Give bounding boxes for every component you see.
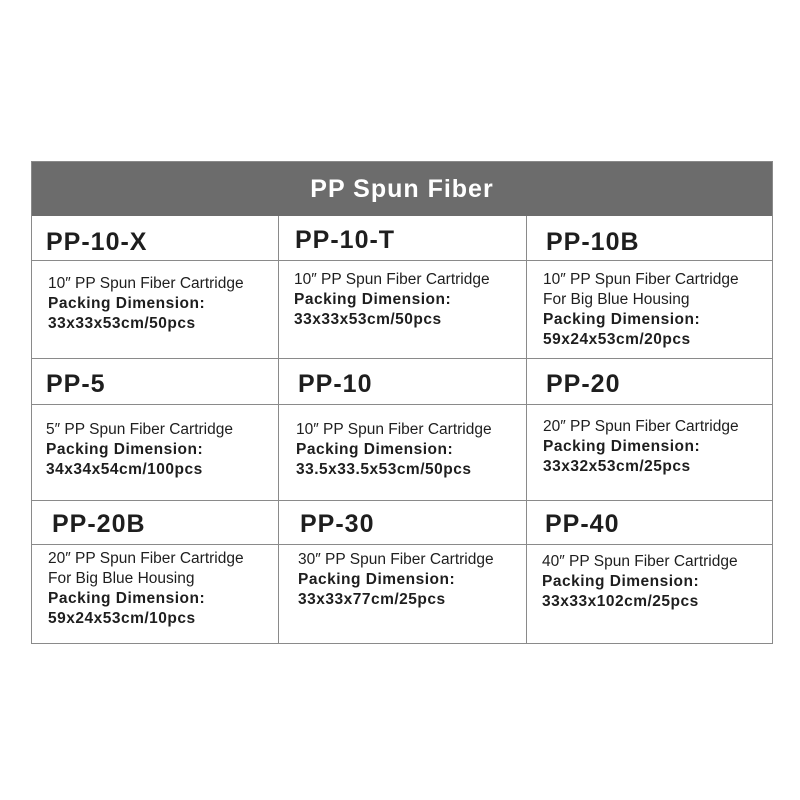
packing-label: Packing Dimension:: [296, 441, 454, 458]
packing-dimension: 59x24x53cm/10pcs: [48, 610, 196, 627]
product-table: [31, 161, 773, 644]
product-description: [46, 420, 233, 480]
product-code: PP-30: [300, 510, 375, 538]
product-description: [543, 417, 739, 477]
packing-label: Packing Dimension:: [294, 291, 452, 308]
packing-dimension: 33x33x53cm/50pcs: [48, 315, 196, 332]
row-divider: [32, 500, 772, 501]
description-line: 10″ PP Spun Fiber Cartridge: [48, 275, 244, 292]
description-line: 30″ PP Spun Fiber Cartridge: [298, 551, 494, 568]
packing-dimension: 33x33x77cm/25pcs: [298, 591, 446, 608]
description-line: For Big Blue Housing: [48, 570, 195, 587]
row-divider: [32, 404, 772, 405]
packing-dimension: 34x34x54cm/100pcs: [46, 461, 203, 478]
product-code: PP-20: [546, 370, 621, 398]
product-code: PP-40: [545, 510, 620, 538]
product-description: [542, 552, 738, 612]
product-description: [296, 420, 492, 480]
description-line: 20″ PP Spun Fiber Cartridge: [543, 418, 739, 435]
description-line: 10″ PP Spun Fiber Cartridge: [294, 271, 490, 288]
row-divider: [32, 358, 772, 359]
packing-dimension: 59x24x53cm/20pcs: [543, 331, 691, 348]
description-line: 10″ PP Spun Fiber Cartridge: [296, 421, 492, 438]
product-code: PP-10: [298, 370, 373, 398]
column-divider: [278, 216, 279, 643]
product-code: PP-20B: [52, 510, 146, 538]
row-divider: [32, 260, 772, 261]
packing-dimension: 33.5x33.5x53cm/50pcs: [296, 461, 472, 478]
description-line: 40″ PP Spun Fiber Cartridge: [542, 553, 738, 570]
description-line: 20″ PP Spun Fiber Cartridge: [48, 550, 244, 567]
product-description: [48, 274, 244, 334]
column-divider: [526, 216, 527, 643]
table-title: PP Spun Fiber: [32, 162, 772, 216]
product-code: PP-10-T: [295, 226, 396, 254]
packing-label: Packing Dimension:: [543, 311, 701, 328]
packing-label: Packing Dimension:: [48, 590, 206, 607]
packing-label: Packing Dimension:: [542, 573, 700, 590]
row-divider: [32, 544, 772, 545]
product-description: [298, 550, 494, 610]
packing-label: Packing Dimension:: [48, 295, 206, 312]
packing-label: Packing Dimension:: [46, 441, 204, 458]
packing-dimension: 33x33x53cm/50pcs: [294, 311, 442, 328]
product-description: [294, 270, 490, 330]
packing-dimension: 33x32x53cm/25pcs: [543, 458, 691, 475]
product-code: PP-10B: [546, 228, 640, 256]
product-description: [543, 270, 739, 350]
packing-label: Packing Dimension:: [543, 438, 701, 455]
description-line: For Big Blue Housing: [543, 291, 690, 308]
packing-dimension: 33x33x102cm/25pcs: [542, 593, 699, 610]
description-line: 5″ PP Spun Fiber Cartridge: [46, 421, 233, 438]
product-code: PP-10-X: [46, 228, 148, 256]
packing-label: Packing Dimension:: [298, 571, 456, 588]
product-code: PP-5: [46, 370, 106, 398]
description-line: 10″ PP Spun Fiber Cartridge: [543, 271, 739, 288]
product-description: [48, 549, 244, 629]
